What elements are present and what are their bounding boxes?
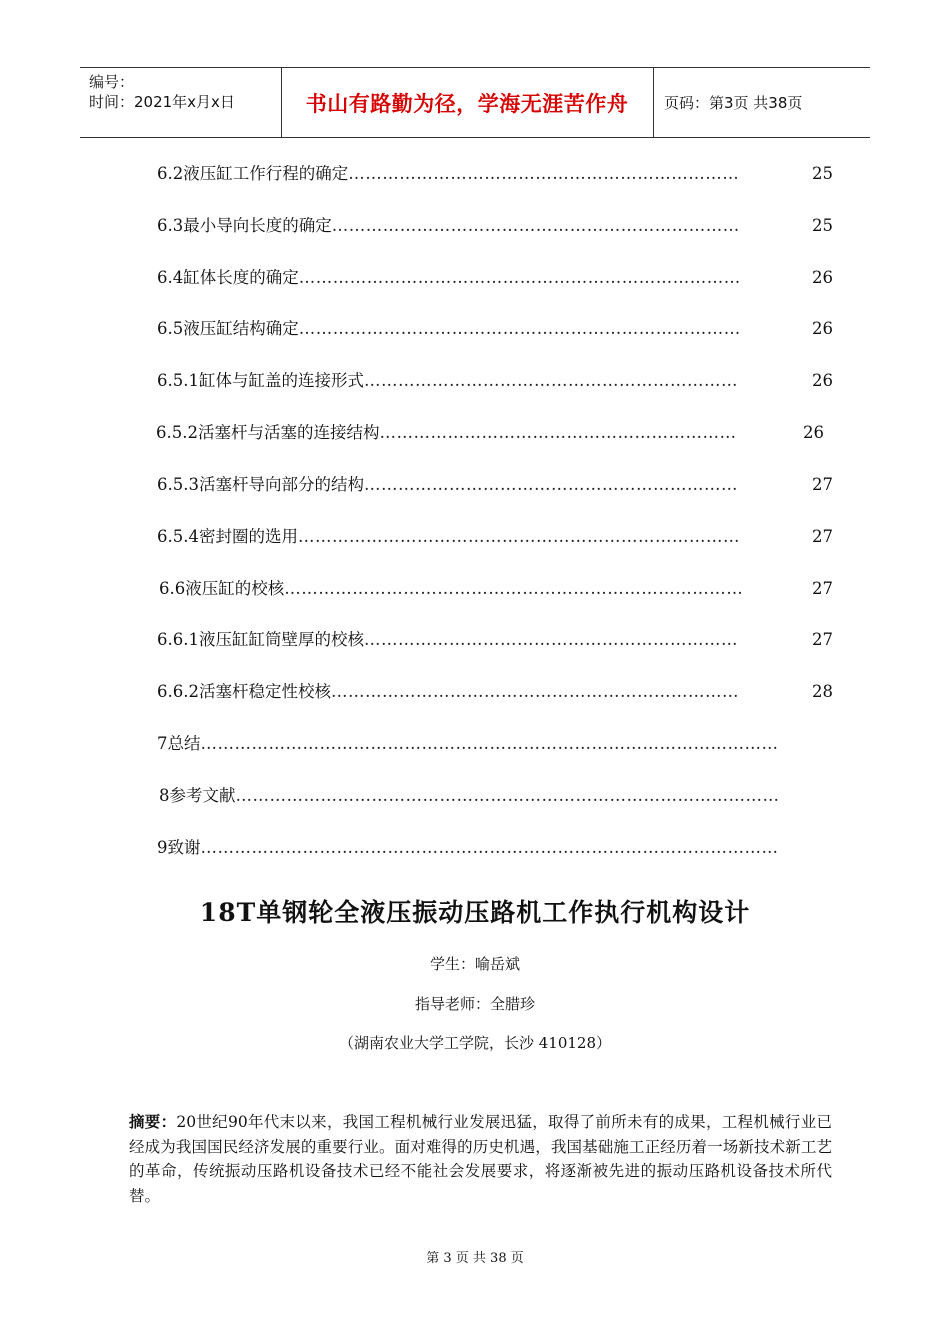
toc-entry-title: 6.5.1缸体与缸盖的连接形式: [157, 371, 364, 390]
page-header: [80, 67, 870, 138]
toc-entry-title: 6.2液压缸工作行程的确定: [157, 164, 349, 183]
toc-entry-title: 6.4缸体长度的确定: [157, 268, 299, 287]
toc-leader-dots: ……………………………………………………………………………………: [235, 786, 780, 805]
toc-entry[interactable]: [157, 212, 833, 236]
toc-entry-title: 7总结: [157, 734, 201, 753]
toc-leader-dots: ………………………………………………………: [379, 423, 737, 442]
toc-entry[interactable]: [157, 315, 833, 339]
toc-entry[interactable]: [157, 264, 833, 288]
toc-leader-dots: …………………………………………………………: [363, 371, 738, 390]
toc-entry-page: 26: [812, 319, 833, 338]
toc-entry[interactable]: [157, 471, 833, 495]
toc-entry-title: 6.5.3活塞杆导向部分的结构: [157, 475, 364, 494]
toc-entry[interactable]: [157, 160, 833, 184]
toc-entry-page: 27: [812, 475, 833, 494]
toc-entry-page: 25: [812, 216, 833, 235]
toc-entry[interactable]: [159, 782, 832, 806]
toc-entry[interactable]: [157, 730, 831, 754]
page-footer: 第 3 页 共 38 页: [426, 1251, 524, 1266]
toc-leader-dots: ……………………………………………………………………: [298, 268, 741, 287]
toc-leader-dots: ……………………………………………………………………: [298, 319, 741, 338]
toc-leader-dots: ……………………………………………………………: [348, 164, 740, 183]
header-meta-cell: [80, 68, 282, 137]
header-motto-cell: [281, 68, 654, 137]
toc-entry-title: 6.5.2活塞杆与活塞的连接结构: [156, 423, 380, 442]
toc-entry[interactable]: [157, 367, 833, 391]
toc-leader-dots: ……………………………………………………………………: [297, 527, 740, 546]
toc-entry[interactable]: [157, 523, 833, 547]
document-number-label: 编号：: [89, 73, 135, 91]
abstract-text: 20世纪90年代末以来，我国工程机械行业发展迅猛，取得了前所未有的成果，工程机械行业已经成为我国国民经济发展的重要行业。面对难得的历史机遇，我国基础施工正经历着一场新技术新工艺的革命，传统振动压路机设备技术已经不能社会发展要求，将逐渐被先进的振动压路机设备技术所代替。: [129, 1113, 832, 1205]
toc-entry-page: 26: [812, 371, 833, 390]
toc-leader-dots: …………………………………………………………: [363, 475, 738, 494]
toc-entry-title: 6.6.2活塞杆稳定性校核: [157, 682, 331, 701]
toc-entry-page: 27: [812, 527, 833, 546]
toc-entry-title: 6.5液压缸结构确定: [157, 319, 299, 338]
advisor-line: 指导老师：全腊珍: [414, 995, 535, 1013]
header-page-cell: [654, 68, 870, 137]
toc-leader-dots: ………………………………………………………………: [331, 216, 740, 235]
header-motto: 书山有路勤为径，学海无涯苦作舟: [305, 91, 629, 116]
toc-entry-title: 6.6液压缸的校核: [159, 579, 285, 598]
header-page-info: 页码：第3页 共38页: [664, 94, 803, 112]
paper-title: 18T单钢轮全液压振动压路机工作执行机构设计: [199, 898, 751, 927]
abstract-paragraph: [129, 1110, 832, 1208]
toc-entry[interactable]: [157, 626, 833, 650]
toc-entry[interactable]: [157, 678, 833, 702]
toc-leader-dots: …………………………………………………………: [363, 630, 738, 649]
toc-entry-page: 25: [812, 164, 833, 183]
toc-entry-page: 27: [812, 579, 833, 598]
affiliation-line: （湖南农业大学工学院，长沙 410128）: [338, 1034, 612, 1052]
toc-entry-title: 6.6.1液压缸缸筒壁厚的校核: [157, 630, 364, 649]
toc-entry-title: 6.5.4密封圈的选用: [157, 527, 298, 546]
toc-entry[interactable]: [157, 834, 831, 858]
toc-entry-page: 27: [812, 630, 833, 649]
toc-entry-page: 26: [803, 423, 824, 442]
toc-entry[interactable]: [156, 419, 824, 443]
toc-entry[interactable]: [159, 575, 833, 599]
document-time-label: 时间：2021年x月x日: [89, 93, 235, 111]
toc-entry-title: 9致谢: [157, 838, 201, 857]
toc-entry-title: 8参考文献: [159, 786, 236, 805]
student-line: 学生：喻岳斌: [429, 955, 520, 973]
toc-leader-dots: …………………………………………………………………………………………: [200, 734, 779, 753]
abstract-label: 摘要：: [129, 1113, 177, 1131]
toc-leader-dots: ………………………………………………………………………: [284, 579, 744, 598]
toc-entry-title: 6.3最小导向长度的确定: [157, 216, 332, 235]
toc-leader-dots: ………………………………………………………………: [330, 682, 739, 701]
toc-entry-page: 28: [812, 682, 833, 701]
toc-leader-dots: …………………………………………………………………………………………: [200, 838, 779, 857]
toc-entry-page: 26: [812, 268, 833, 287]
